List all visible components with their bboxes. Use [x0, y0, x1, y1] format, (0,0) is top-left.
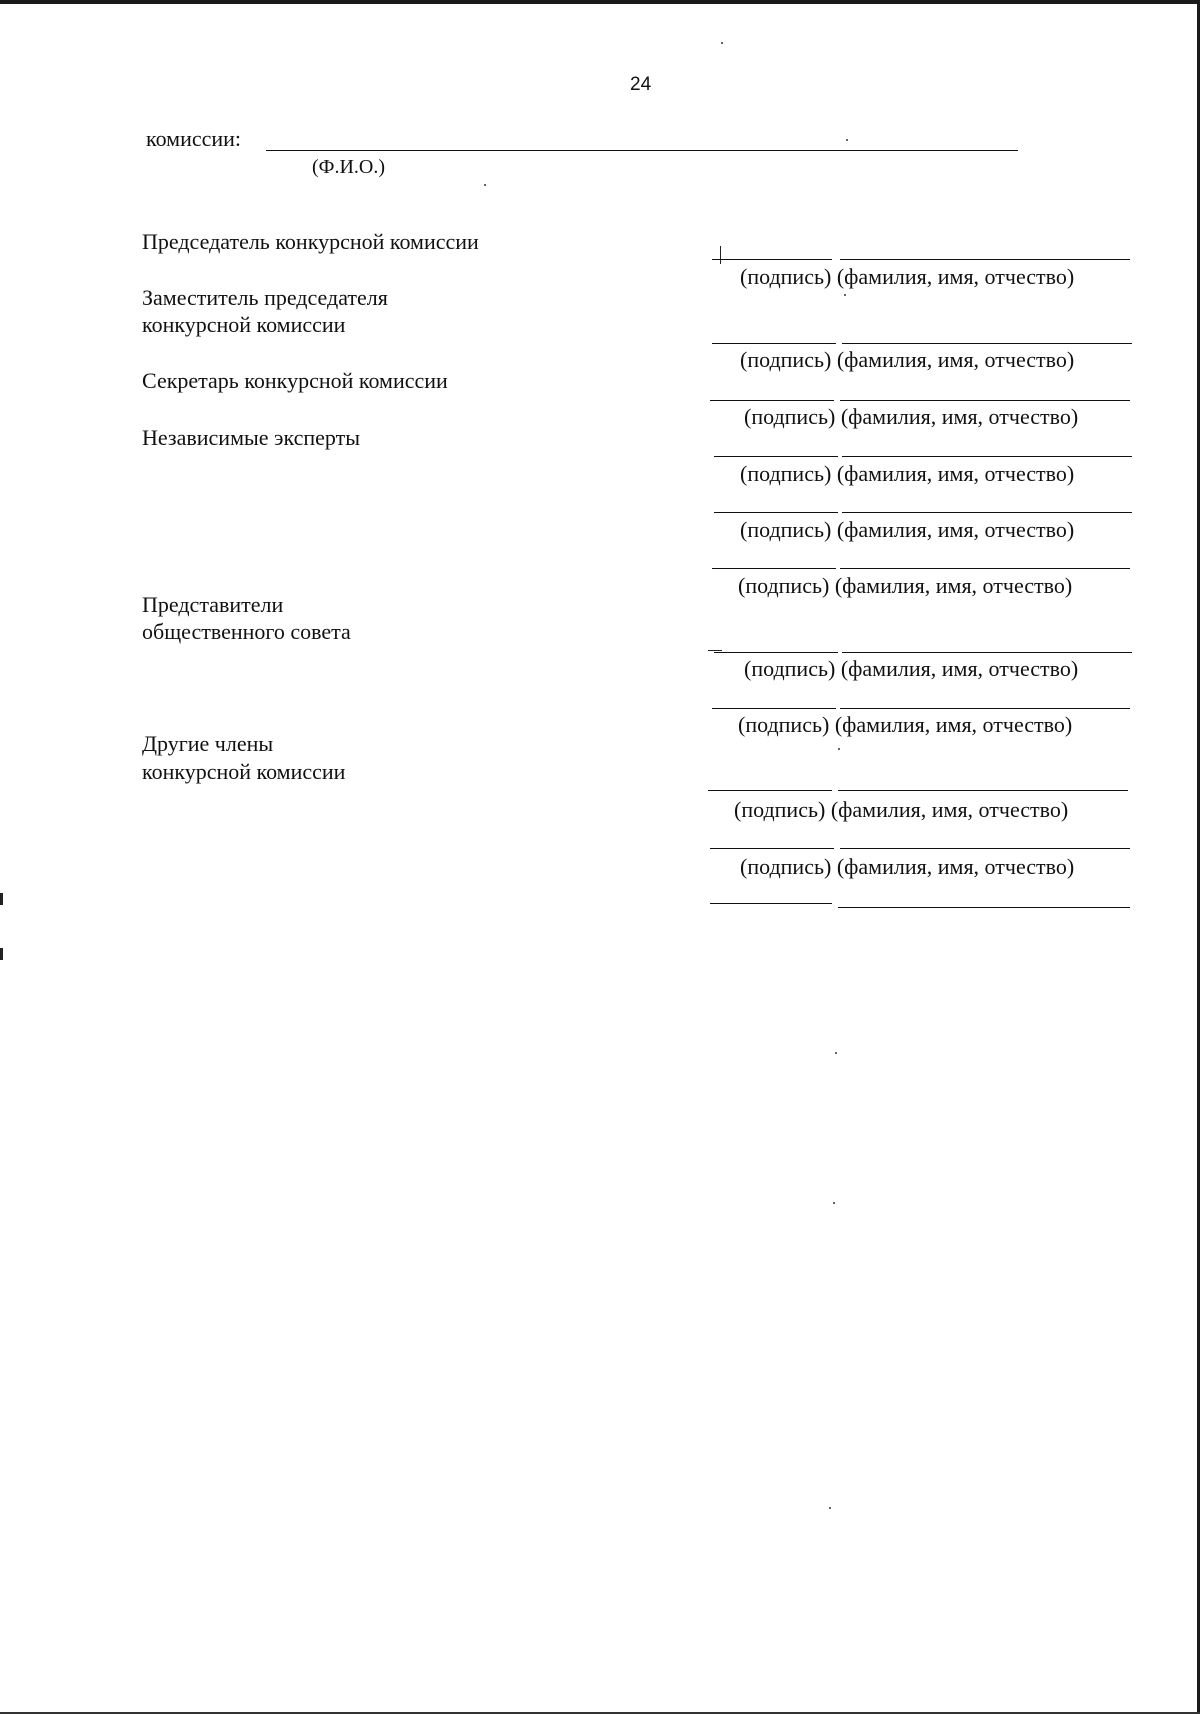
name-line [842, 652, 1132, 653]
scan-edge-top [0, 0, 1200, 4]
name-line [842, 512, 1132, 513]
role-deputy-chairman-line1: Заместитель председателя [142, 285, 388, 310]
signature-caption: (подпись) (фамилия, имя, отчество) [740, 461, 1075, 486]
signature-line [712, 259, 832, 260]
scan-speck [721, 42, 723, 44]
scan-mark [720, 246, 721, 264]
role-deputy-chairman-line2: конкурсной комиссии [142, 312, 346, 337]
signature-caption: (подпись) (фамилия, имя, отчество) [740, 854, 1075, 879]
signature-caption: (подпись) (фамилия, имя, отчество) [744, 404, 1079, 429]
role-public-council-line1: Представители [142, 592, 284, 617]
page-number: 24 [630, 74, 652, 95]
signature-line [712, 568, 836, 569]
signature-caption: (подпись) (фамилия, имя, отчество) [744, 656, 1079, 681]
signature-caption: (подпись) (фамилия, имя, отчество) [740, 347, 1075, 372]
role-public-council-line2: общественного совета [142, 619, 351, 644]
signature-line [712, 343, 836, 344]
name-line [838, 907, 1130, 908]
name-line [842, 343, 1132, 344]
signature-line [714, 456, 838, 457]
name-line [840, 400, 1130, 401]
signature-caption: (подпись) (фамилия, имя, отчество) [734, 797, 1069, 822]
role-secretary: Секретарь конкурсной комиссии [142, 368, 448, 393]
role-independent-experts: Независимые эксперты [142, 425, 361, 450]
signature-line [708, 790, 832, 791]
signature-line [710, 903, 832, 904]
scan-speck [844, 294, 846, 296]
scan-margin-mark [0, 893, 3, 905]
name-line [840, 848, 1130, 849]
signature-caption: (подпись) (фамилия, имя, отчество) [738, 573, 1073, 598]
scan-speck [846, 139, 848, 141]
name-line [840, 708, 1130, 709]
scan-mark [708, 650, 722, 651]
commission-label: комиссии: [146, 126, 242, 151]
signature-caption: (подпись) (фамилия, имя, отчество) [738, 712, 1073, 737]
scan-speck [829, 1507, 831, 1509]
role-other-members-line1: Другие члены [142, 731, 274, 756]
fio-underline [266, 150, 1018, 151]
scan-margin-mark [0, 948, 3, 960]
fio-caption: (Ф.И.О.) [312, 156, 386, 178]
signature-line [712, 708, 836, 709]
name-line [840, 259, 1130, 260]
name-line [840, 568, 1130, 569]
scan-speck [835, 1052, 837, 1054]
signature-line [714, 512, 838, 513]
signature-line [710, 848, 834, 849]
name-line [838, 790, 1128, 791]
role-other-members-line2: конкурсной комиссии [142, 759, 346, 784]
scan-speck [833, 1202, 835, 1204]
scan-speck [838, 748, 840, 750]
scan-speck [484, 184, 486, 186]
name-line [842, 456, 1132, 457]
role-chairman: Председатель конкурсной комиссии [142, 229, 479, 254]
signature-caption: (подпись) (фамилия, имя, отчество) [740, 264, 1075, 289]
signature-caption: (подпись) (фамилия, имя, отчество) [740, 517, 1075, 542]
signature-line [710, 400, 834, 401]
signature-line [714, 652, 838, 653]
